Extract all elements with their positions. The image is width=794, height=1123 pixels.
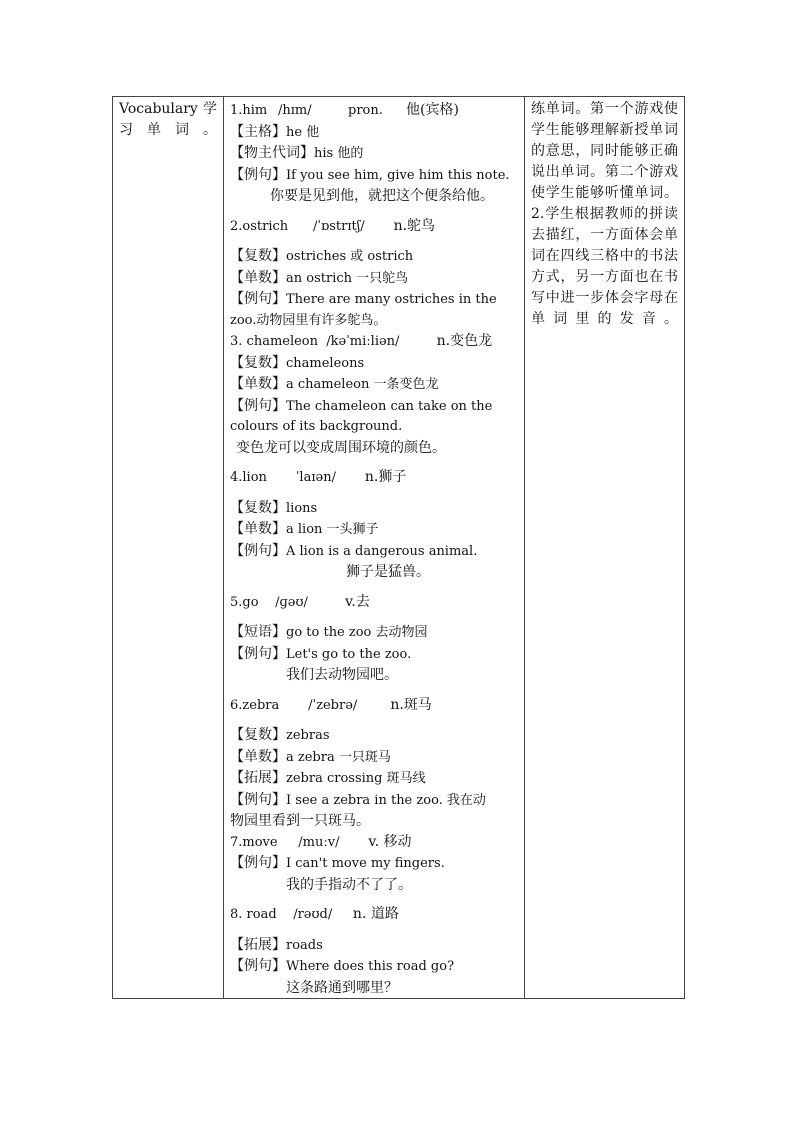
entry-line-cont: colours of its background. (230, 419, 403, 434)
entry-translation: 狮子是猛兽。 (346, 564, 430, 580)
entry-translation: 你要是见到他，就把这个便条给他。 (270, 188, 494, 204)
entry-meaning: n.狮子 (364, 469, 407, 485)
entry-word: 4.lion (230, 470, 267, 485)
word-entry-zebra (230, 695, 520, 717)
entry-line: 【例句】A lion is a dangerous animal. (230, 542, 478, 559)
activity-text: Vocabulary 学习单词。 (119, 101, 217, 138)
entry-phonetic: /muːv/ (298, 834, 340, 850)
entry-phonetic: /kəˈmiːliən/ (326, 334, 400, 349)
lesson-table (112, 96, 685, 999)
entry-word: 1.him (230, 103, 268, 118)
entry-phonetic: /ˈzebrə/ (308, 697, 358, 713)
entry-phonetic: /ˈɒstrɪtʃ/ (312, 218, 365, 234)
entry-meaning: v.去 (345, 593, 370, 610)
purpose-cell (525, 97, 685, 999)
entry-phonetic: /hɪm/ (278, 103, 312, 118)
entry-phonetic: ˈlaɪən/ (295, 470, 336, 485)
entry-line-cont: 物园里看到一只斑马。 (230, 813, 370, 829)
entry-line: 【物主代词】his 他的 (230, 145, 364, 161)
entry-translation: 我们去动物园吧。 (286, 667, 398, 683)
entry-line: 【例句】Where does this road go? (230, 958, 455, 974)
word-entry-move (230, 832, 520, 854)
word-entry-road (230, 904, 520, 926)
entry-meaning: n.斑马 (390, 696, 432, 713)
entry-translation: 我的手指动不了了。 (286, 876, 412, 893)
entry-line: 【复数】chameleons (230, 354, 365, 371)
entry-meaning: n. 道路 (352, 906, 399, 922)
entry-word: 5.go (230, 594, 259, 610)
entry-translation: 变色龙可以变成周围环境的颜色。 (236, 439, 446, 456)
activity-cell (113, 97, 224, 999)
entry-line-cont: zoo.动物园里有许多鸵鸟。 (230, 312, 387, 328)
entry-line: 【单数】a zebra 一只斑马 (230, 748, 391, 765)
entry-line: 【例句】Let's go to the zoo. (230, 645, 412, 662)
entry-line: 【单数】an ostrich 一只鸵鸟 (230, 269, 409, 286)
entry-line: 【复数】lions (230, 499, 318, 516)
entry-word: 7.move (230, 834, 278, 850)
entry-line: 【短语】go to the zoo 去动物园 (230, 624, 428, 640)
entry-line: 【例句】The chameleon can take on the (230, 397, 493, 414)
entry-phonetic: /rəʊd/ (293, 907, 333, 922)
entry-line: 【复数】zebras (230, 727, 330, 743)
vocabulary-cell (224, 97, 525, 999)
word-entry-him (230, 100, 520, 122)
entry-pos: pron. (348, 103, 383, 118)
entry-line: 【例句】I see a zebra in the zoo. 我在动 (230, 791, 486, 808)
entry-line: 【单数】a lion 一头狮子 (230, 521, 379, 537)
entry-meaning: 他(宾格) (406, 102, 459, 118)
word-entry-go (230, 592, 520, 614)
word-entry-lion (230, 467, 520, 489)
entry-meaning: n.变色龙 (436, 333, 493, 349)
entry-line: 【例句】If you see him, give him this note. (230, 166, 510, 183)
entry-meaning: v. 移动 (368, 833, 412, 850)
entry-line: 【单数】a chameleon 一条变色龙 (230, 376, 439, 392)
word-entry-chameleon (230, 331, 520, 353)
entry-meaning: n.鸵鸟 (393, 217, 436, 234)
purpose-text: 练单词。第一个游戏使学生能够理解新授单词的意思，同时能够正确说出单词。第二个游戏使学生能够听懂单词。2.学生根据教师的拼读去描红，一方面体会单词在四线三格中的书法方式，另一方面也在书写中进一步体会字母在单词里的发音。 (531, 101, 678, 327)
entry-line: 【拓展】zebra crossing 斑马线 (230, 770, 426, 786)
entry-line: 【主格】he 他 (230, 123, 320, 140)
entry-line: 【复数】ostriches 或 ostrich (230, 248, 414, 264)
vocabulary-content (224, 97, 524, 998)
entry-line: 【例句】There are many ostriches in the (230, 291, 497, 307)
entry-word: 6.zebra (230, 697, 280, 713)
entry-line: 【例句】I can't move my fingers. (230, 855, 445, 871)
entry-line: 【拓展】roads (230, 936, 323, 953)
entry-word: 3. chameleon (230, 334, 319, 349)
entry-word: 2.ostrich (230, 218, 289, 234)
word-entry-ostrich (230, 216, 520, 238)
entry-phonetic: /ɡəʊ/ (275, 594, 308, 610)
entry-word: 8. road (230, 907, 277, 922)
entry-translation: 这条路通到哪里？ (286, 979, 398, 996)
